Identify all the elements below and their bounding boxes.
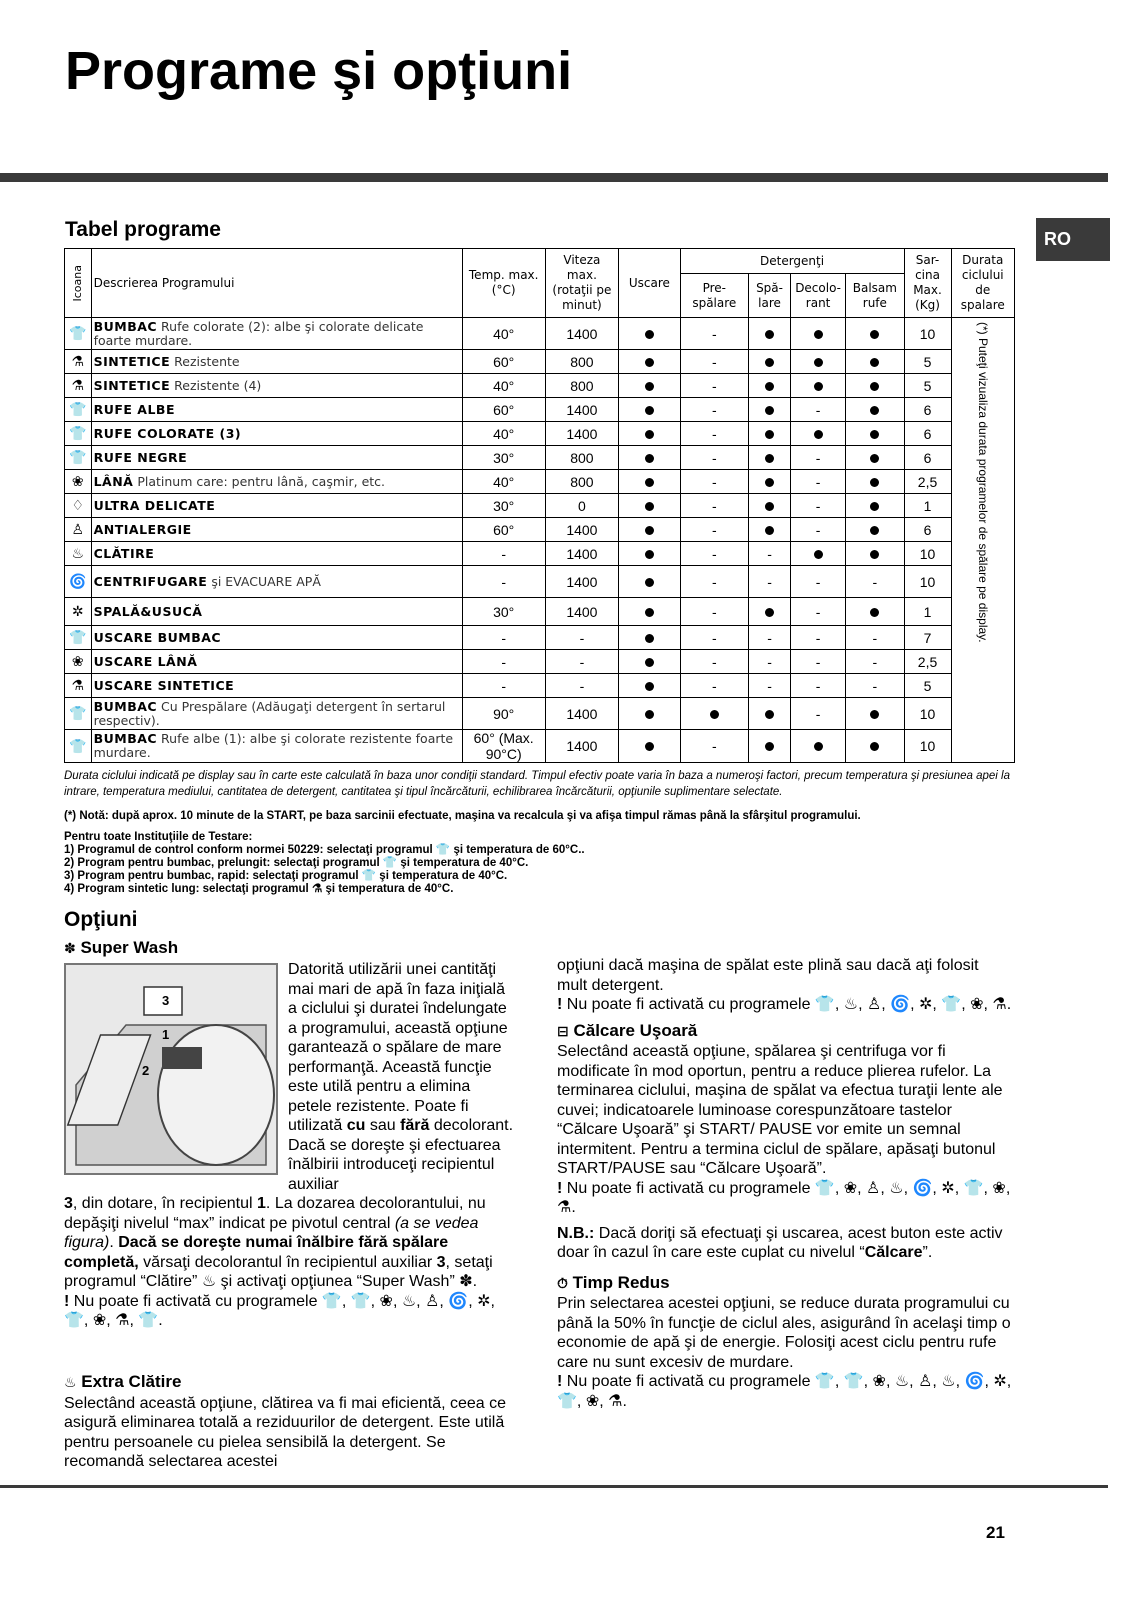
- header-wash: Spă-lare: [749, 274, 791, 318]
- dot-marker: [870, 330, 879, 339]
- dot-marker: [870, 430, 879, 439]
- dot-marker: [645, 330, 654, 339]
- cell-load: 5: [923, 353, 932, 370]
- time-saver-icon: ⏱: [557, 1275, 568, 1292]
- dot-marker: [870, 710, 879, 719]
- cell-bleach: -: [815, 449, 821, 466]
- cell-soft: -: [872, 677, 878, 694]
- cell-bleach: -: [815, 705, 821, 722]
- dot-marker: [765, 742, 774, 751]
- extra-rinse-title: Extra Clătire: [81, 1372, 182, 1391]
- figure-label-1: 1: [162, 1027, 170, 1042]
- super-wash-title: Super Wash: [80, 938, 179, 957]
- figure-label-2: 2: [142, 1063, 150, 1078]
- table-row: [65, 518, 1015, 542]
- dry-synthetic-icon: ⚗: [71, 677, 85, 693]
- cell-wash: -: [767, 573, 772, 590]
- dot-marker: [645, 742, 654, 751]
- cell-temp: -: [501, 653, 507, 670]
- spin-drain-icon: 🌀: [69, 573, 87, 589]
- super-wash-continuation: opţiuni dacă maşina de spălat este plină sau dacă aţi folosit mult detergent.: [557, 957, 979, 994]
- dot-marker: [870, 742, 879, 751]
- cell-temp: 60° (Max. 90°C): [473, 730, 534, 762]
- header-temp: Temp. max. (°C): [462, 249, 545, 318]
- programs-table: [64, 248, 1015, 763]
- dot-marker: [765, 454, 774, 463]
- program-name: BUMBAC: [93, 318, 158, 334]
- table-row: [65, 494, 1015, 518]
- cell-speed: 1400: [566, 603, 598, 620]
- dot-marker: [814, 382, 823, 391]
- rinse-icon: ♨: [71, 545, 85, 561]
- program-detail: Rufe albe (1): albe şi colorate rezistente foarte murdare.: [93, 731, 454, 760]
- cell-pre: -: [711, 677, 717, 694]
- cell-speed: -: [579, 677, 585, 694]
- program-detail: Cu Prespălare (Adăugaţi detergent în sertarul respectiv).: [93, 698, 446, 728]
- cell-load: 2,5: [917, 653, 938, 670]
- dot-marker: [645, 550, 654, 559]
- cell-load: 10: [919, 573, 936, 590]
- cell-bleach: -: [815, 573, 821, 590]
- cell-soft: -: [872, 629, 878, 646]
- easy-iron-icon: ⊟: [557, 1023, 569, 1040]
- table-row: [65, 650, 1015, 674]
- dot-marker: [870, 358, 879, 367]
- asterisk-note: (*) Notă: după aprox. 10 minute de la START, pe baza sarcinii efectuate, maşina va recalcula şi va afişa timpul rămas până la sfârşitul programului.: [64, 810, 861, 822]
- cell-wash: -: [767, 629, 772, 646]
- cell-wash: -: [767, 677, 772, 694]
- cell-speed: 1400: [566, 401, 598, 418]
- dry-wool-icon: ❀: [71, 653, 84, 669]
- dot-marker: [814, 550, 823, 559]
- dot-marker: [645, 682, 654, 691]
- cell-load: 2,5: [917, 473, 938, 490]
- page-number: 21: [986, 1523, 1005, 1542]
- cell-speed: 800: [570, 377, 594, 394]
- dot-marker: [645, 358, 654, 367]
- header-speed: Viteza max. (rotaţii pe minut): [545, 249, 619, 318]
- cell-pre: -: [711, 603, 717, 620]
- table-row: [65, 626, 1015, 650]
- cell-bleach: -: [815, 629, 821, 646]
- figure-label-3: 3: [162, 993, 170, 1008]
- dot-marker: [870, 550, 879, 559]
- table-section-title: Tabel programe: [65, 218, 221, 241]
- cell-load: 5: [923, 677, 932, 694]
- cell-pre: -: [711, 573, 717, 590]
- cell-pre: -: [711, 653, 717, 670]
- program-name: ULTRA DELICATE: [93, 497, 216, 513]
- synthetic-icon: ⚗: [71, 353, 85, 369]
- table-row: [65, 446, 1015, 470]
- colored-shirt-icon: 👕: [69, 425, 87, 441]
- dot-marker: [765, 358, 774, 367]
- wool-icon: ❀: [71, 473, 84, 489]
- program-detail: şi EVACUARE APĂ: [207, 573, 321, 589]
- dot-marker: [870, 526, 879, 535]
- dot-marker: [765, 478, 774, 487]
- dot-marker: [645, 382, 654, 391]
- footer-divider: [0, 1485, 1108, 1488]
- cell-pre: -: [711, 401, 717, 418]
- super-wash-text-narrow: Datorită utilizării unei cantităţi mai mari de apă în faza iniţială a ciclului şi duratei îndelungate a programului, această opţiune garantează o spălare de mare performanţă. Această funcţie este utilă pentru a elimina petele rezistente. Poate fi utilizată cu sau fără decolorant. Dacă se doreşte şi efectuarea înălbirii introduceţi recipientul auxiliar: [288, 961, 514, 1193]
- extra-rinse-text: Selectând această opţiune, clătirea va fi mai eficientă, ceea ce asigură eliminarea totală a reziduurilor de detergent. Este utilă pentru persoanele cu pielea sensibilă la detergent. Se recomandă selectarea acestei: [64, 1394, 507, 1470]
- header-drying: Uscare: [619, 249, 680, 318]
- program-name: RUFE ALBE: [93, 401, 175, 417]
- dot-marker: [814, 742, 823, 751]
- dot-marker: [765, 430, 774, 439]
- cell-load: 1: [923, 603, 932, 620]
- table-row: [65, 318, 1015, 350]
- table-row: [65, 398, 1015, 422]
- cell-speed: 1400: [566, 705, 598, 722]
- dot-marker: [645, 526, 654, 535]
- table-row: [65, 598, 1015, 626]
- easy-iron-warning: Nu poate fi activată cu programele 👕, ❀, ♙, ♨, 🌀, ✲, 👕, ❀, ⚗.: [557, 1179, 1011, 1216]
- cell-speed: 1400: [566, 425, 598, 442]
- cotton-40-icon: 👕: [69, 325, 87, 341]
- header-detergents: Detergenţi: [680, 249, 904, 274]
- cell-load: 10: [919, 738, 936, 754]
- options-title: Opţiuni: [64, 908, 138, 931]
- cell-pre: -: [711, 545, 717, 562]
- cell-bleach: -: [815, 653, 821, 670]
- program-name: RUFE NEGRE: [93, 449, 188, 465]
- cell-bleach: -: [815, 677, 821, 694]
- cell-temp: -: [501, 573, 507, 590]
- dot-marker: [870, 454, 879, 463]
- dot-marker: [870, 608, 879, 617]
- cell-pre: -: [711, 377, 717, 394]
- cell-speed: 800: [570, 353, 594, 370]
- program-name: SINTETICE: [93, 353, 171, 369]
- table-row: [65, 674, 1015, 698]
- testing-note-2: 2) Program pentru bumbac, prelungit: selectaţi programul 👕 şi temperatura de 40°C.: [64, 857, 529, 869]
- cell-speed: -: [579, 629, 585, 646]
- program-name: SPALĂ&USUCĂ: [93, 603, 203, 619]
- cell-pre: -: [711, 521, 717, 538]
- testing-note-1: 1) Programul de control conform normei 50229: selectaţi programul 👕 şi temperatura de 60°C..: [64, 844, 585, 856]
- time-saver-title: Timp Redus: [572, 1272, 670, 1292]
- dot-marker: [645, 710, 654, 719]
- easy-iron-text: Selectând această opţiune, spălarea şi centrifuga vor fi modificate în mod oportun, pentru a reduce plierea rufelor. La terminarea ciclului, maşina de spălat va efectua turaţii lente ale cuvei; indicatoarele luminoase corespunzătoare tastelor “Călcare Uşoară” şi START/ PAUSE vor emite un semnal intermitent. Pentru a termina ciclul de spălare, apăsaţi butonul START/PAUSE sau “Călcare Uşoară”.: [557, 1043, 1003, 1177]
- cell-soft: -: [872, 653, 878, 670]
- header-prewash: Pre-spălare: [680, 274, 749, 318]
- header-bleach: Decolo-rant: [790, 274, 845, 318]
- cell-load: 6: [923, 425, 932, 442]
- program-name: CENTRIFUGARE: [93, 573, 208, 589]
- cell-pre: -: [711, 629, 717, 646]
- dot-marker: [645, 454, 654, 463]
- testing-note-3: 3) Program pentru bumbac, rapid: selectaţi programul 👕 şi temperatura de 40°C.: [64, 870, 508, 882]
- dot-marker: [765, 382, 774, 391]
- header-divider: [0, 173, 1108, 182]
- duration-info-note: Durata ciclului indicată pe display sau în carte este calculată în baza unor condiţii standard. Timpul efectiv poate varia în baza a numeroşi factori, precum temperatura şi presiunea apei la intrare, temperatura mediului, cantitatea de detergent, cantitatea şi tipul încărcăturii, echilibrarea încărcăturii, opţiunile suplimentare selectate.: [64, 770, 1010, 798]
- cell-speed: 800: [570, 473, 594, 490]
- cell-load: 10: [919, 705, 936, 722]
- dot-marker: [870, 478, 879, 487]
- cell-temp: 90°: [493, 705, 515, 722]
- cell-temp: 40°: [493, 325, 515, 342]
- program-name: BUMBAC: [93, 698, 158, 714]
- cell-load: 1: [923, 497, 932, 514]
- program-detail: Platinum care: pentru lână, caşmir, etc.: [133, 473, 386, 489]
- cell-temp: -: [501, 629, 507, 646]
- table-row: [65, 350, 1015, 374]
- cell-temp: -: [501, 545, 507, 562]
- cell-temp: 60°: [493, 353, 515, 370]
- program-name: ANTIALERGIE: [93, 521, 192, 537]
- cell-temp: 30°: [493, 497, 515, 514]
- cell-bleach: -: [815, 603, 821, 620]
- header-load: Sar-cina Max. (Kg): [904, 249, 951, 318]
- program-name: RUFE COLORATE (3): [93, 425, 242, 441]
- cell-pre: -: [711, 449, 717, 466]
- dry-cotton-icon: 👕: [69, 629, 87, 645]
- table-row: [65, 542, 1015, 566]
- cell-load: 7: [923, 629, 932, 646]
- cell-temp: 40°: [493, 425, 515, 442]
- dot-marker: [870, 382, 879, 391]
- cotton-60-icon: 👕: [69, 737, 87, 754]
- cell-wash: -: [767, 545, 772, 562]
- ultra-delicate-icon: ♢: [71, 497, 85, 513]
- testing-title: Pentru toate Instituţiile de Testare:: [64, 831, 253, 843]
- table-row: [65, 730, 1015, 763]
- cell-speed: 1400: [566, 325, 598, 342]
- table-row: [65, 470, 1015, 494]
- cell-load: 6: [923, 401, 932, 418]
- cell-pre: -: [711, 325, 717, 342]
- program-name: USCARE SINTETICE: [93, 677, 235, 693]
- language-badge: RO: [1036, 218, 1110, 261]
- program-name: SINTETICE: [93, 377, 171, 393]
- dot-marker: [765, 502, 774, 511]
- dot-marker: [645, 634, 654, 643]
- cell-bleach: -: [815, 497, 821, 514]
- program-name: USCARE BUMBAC: [93, 629, 222, 645]
- dot-marker: [645, 478, 654, 487]
- detergent-drawer-figure: [64, 963, 278, 1175]
- dot-marker: [765, 330, 774, 339]
- dot-marker: [814, 430, 823, 439]
- cell-speed: 1400: [566, 573, 598, 590]
- dot-marker: [765, 406, 774, 415]
- cell-temp: 30°: [493, 449, 515, 466]
- program-detail: Rezistente: [170, 353, 240, 369]
- dot-marker: [765, 710, 774, 719]
- cell-load: 6: [923, 521, 932, 538]
- white-shirt-icon: 👕: [69, 401, 87, 417]
- duration-note: (*) Puteţi vizualiza durata programelor de spălare pe display.: [975, 322, 990, 643]
- cell-temp: 40°: [493, 473, 515, 490]
- cell-bleach: -: [815, 401, 821, 418]
- program-name: LÂNĂ: [93, 473, 134, 489]
- program-name: CLĂTIRE: [93, 545, 155, 561]
- cell-soft: -: [872, 573, 878, 590]
- extra-rinse-icon: ♨: [64, 1375, 77, 1391]
- table-row: [65, 566, 1015, 598]
- cell-speed: 1400: [566, 738, 598, 754]
- dot-marker: [870, 502, 879, 511]
- drawer-illustration: [66, 965, 276, 1173]
- cell-temp: 40°: [493, 377, 515, 394]
- cell-bleach: -: [815, 473, 821, 490]
- dot-marker: [870, 406, 879, 415]
- dot-marker: [814, 330, 823, 339]
- table-row: [65, 698, 1015, 730]
- dot-marker: [645, 406, 654, 415]
- super-wash-icon: ✽: [64, 941, 76, 957]
- dot-marker: [645, 430, 654, 439]
- cell-load: 6: [923, 449, 932, 466]
- cell-pre: -: [711, 353, 717, 370]
- header-duration: Durata ciclului de spalare: [951, 249, 1014, 318]
- program-detail: Rezistente (4): [170, 377, 262, 393]
- cell-speed: -: [579, 653, 585, 670]
- time-saver-warning: Nu poate fi activată cu programele 👕, 👕, ❀, ♨, ♙, ♨, 🌀, ✲, 👕, ❀, ⚗.: [557, 1373, 1012, 1410]
- easy-iron-title: Călcare Uşoară: [573, 1020, 698, 1040]
- program-name: BUMBAC: [93, 731, 158, 746]
- cell-pre: -: [711, 425, 717, 442]
- cell-load: 10: [919, 325, 936, 342]
- cell-load: 10: [919, 545, 936, 562]
- cell-temp: -: [501, 677, 507, 694]
- super-wash-warning: Nu poate fi activată cu programele 👕, 👕, ❀, ♨, ♙, 🌀, ✲, 👕, ❀, ⚗, 👕.: [64, 1292, 495, 1329]
- cell-speed: 800: [570, 449, 594, 466]
- extra-rinse-warning: Nu poate fi activată cu programele 👕, ♨, ♙, 🌀, ✲, 👕, ❀, ⚗.: [566, 996, 1012, 1013]
- cell-temp: 60°: [493, 521, 515, 538]
- program-detail: Rufe colorate (2): albe şi colorate delicate foarte murdare.: [93, 318, 424, 348]
- table-row: [65, 422, 1015, 446]
- dot-marker: [765, 608, 774, 617]
- cell-speed: 1400: [566, 521, 598, 538]
- table-row: [65, 374, 1015, 398]
- dot-marker: [645, 658, 654, 667]
- cell-temp: 60°: [493, 401, 515, 418]
- program-name: USCARE LÂNĂ: [93, 653, 198, 669]
- dot-marker: [645, 608, 654, 617]
- wash-dry-icon: ✲: [71, 603, 84, 619]
- testing-note-4: 4) Program sintetic lung: selectaţi programul ⚗ şi temperatura de 40°C.: [64, 883, 454, 895]
- cell-load: 5: [923, 377, 932, 394]
- dot-marker: [645, 578, 654, 587]
- cell-pre: -: [711, 738, 717, 754]
- cotton-prewash-icon: 👕: [69, 705, 87, 721]
- super-wash-text-wide: 3, din dotare, în recipientul 1. La dozarea decolorantului, nu depăşiţi nivelul “max” indicat pe pivotul central (a se vedea figura). Dacă se doreşte numai înălbire fără spălare completă, vărsaţi decolorantul în recipientul auxiliar 3, setaţi programul “Clătire” ♨ şi activaţi opţiunea “Super Wash” ✽. ! Nu poate fi activată cu programele 👕, 👕, ❀, ♨, ♙, 🌀, ✲, 👕, ❀, ⚗, 👕.: [64, 1195, 495, 1329]
- synthetic-icon: ⚗: [71, 377, 85, 393]
- dot-marker: [814, 358, 823, 367]
- cell-bleach: -: [815, 521, 821, 538]
- dot-marker: [710, 710, 719, 719]
- cell-pre: -: [711, 473, 717, 490]
- dot-marker: [645, 502, 654, 511]
- antiallergy-icon: ♙: [71, 521, 85, 537]
- cell-temp: 30°: [493, 603, 515, 620]
- header-softener: Balsam rufe: [846, 274, 904, 318]
- black-shirt-icon: 👕: [69, 449, 87, 465]
- time-saver-text: Prin selectarea acestei opţiuni, se reduce durata programului cu până la 50% în funcţie de ciclul ales, asigurând în acelaşi timp o economie de apă şi de energie. Folosiţi acest ciclu pentru rufe care nu sunt excesiv de murdare.: [557, 1295, 1011, 1371]
- header-icon: Icoana: [65, 249, 92, 318]
- cell-speed: 1400: [566, 545, 598, 562]
- cell-speed: 0: [578, 497, 586, 514]
- dot-marker: [765, 526, 774, 535]
- header-description: Descrierea Programului: [91, 249, 462, 318]
- cell-wash: -: [767, 653, 772, 670]
- cell-pre: -: [711, 497, 717, 514]
- page-title: Programe şi opţiuni: [65, 41, 573, 101]
